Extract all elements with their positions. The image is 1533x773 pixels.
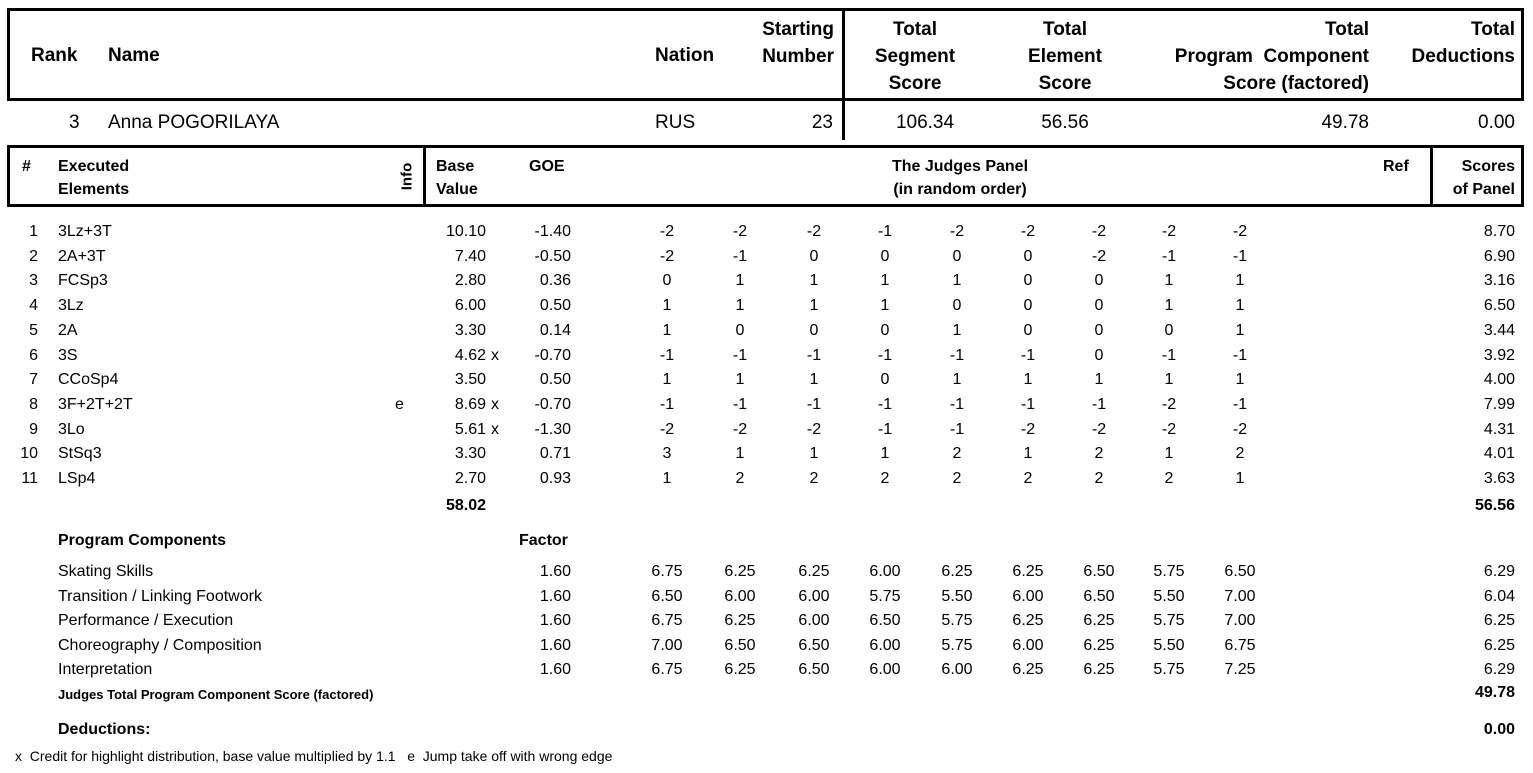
element-judge-score: -1	[949, 395, 965, 413]
element-judge-score: -2	[1020, 223, 1036, 240]
element-name: 3S	[58, 346, 78, 364]
element-judge-score: -1	[659, 346, 675, 364]
element-judge-score: 1	[952, 371, 962, 389]
element-judge-score: -1	[877, 420, 893, 438]
program-component-judge-score: 6.25	[724, 563, 756, 580]
element-num: 4	[29, 297, 38, 315]
element-row	[0, 344, 1533, 368]
element-judge-score: 1	[662, 470, 672, 487]
element-goe: -0.70	[534, 395, 571, 413]
element-panel-score: 6.50	[1483, 297, 1515, 315]
element-judge-score: -2	[949, 223, 965, 240]
element-judge-score: 0	[880, 321, 890, 339]
element-num: 6	[29, 346, 38, 364]
elements-header-ref: Ref	[1383, 158, 1409, 175]
element-judge-score: -1	[806, 346, 822, 364]
element-judge-score: -1	[949, 420, 965, 438]
element-panel-score: 4.31	[1483, 420, 1515, 438]
elements-header-executed: Executed Elements	[58, 158, 130, 198]
element-judge-score: -1	[732, 395, 748, 413]
program-component-row	[0, 658, 1533, 682]
element-name: 3Lz	[58, 297, 84, 315]
element-judge-score: -1	[806, 395, 822, 413]
element-row	[0, 418, 1533, 442]
element-judge-score: 1	[1023, 371, 1033, 389]
element-judge-score: 3	[662, 445, 672, 463]
program-component-judge-score: 6.25	[1012, 612, 1044, 629]
program-component-score: 6.04	[1483, 587, 1515, 605]
header-total-pcs: Total Program Component Score (factored)	[1174, 19, 1369, 94]
program-component-judge-score: 6.00	[1012, 587, 1044, 605]
program-component-name: Choreography / Composition	[58, 636, 262, 654]
program-component-row	[0, 634, 1533, 658]
element-judge-score: 0	[1023, 272, 1033, 290]
element-judge-score: 1	[735, 297, 745, 315]
program-component-judge-score: 6.00	[869, 661, 901, 678]
element-goe: 0.93	[539, 470, 571, 487]
element-judge-score: -2	[1091, 223, 1107, 240]
program-component-judge-score: 6.25	[1083, 612, 1115, 629]
program-component-name: Transition / Linking Footwork	[58, 587, 262, 605]
program-component-judge-score: 7.00	[1224, 612, 1256, 629]
program-component-judge-score: 5.75	[1153, 563, 1185, 580]
program-component-name: Interpretation	[58, 661, 153, 678]
element-num: 2	[29, 247, 38, 265]
element-judge-score: 1	[1235, 272, 1245, 290]
element-judge-score: 2	[809, 470, 819, 487]
element-panel-score: 7.99	[1483, 395, 1515, 413]
element-judge-score: 1	[880, 445, 890, 463]
header-name: Name	[108, 45, 160, 66]
element-judge-score: 1	[809, 445, 819, 463]
element-judge-score: 0	[1094, 297, 1104, 315]
element-judge-score: -2	[659, 247, 675, 265]
element-judge-score: -1	[1020, 346, 1036, 364]
element-base-value: 8.69	[454, 395, 486, 413]
element-judge-score: 0	[735, 321, 745, 339]
element-num: 10	[20, 445, 38, 463]
element-judge-score: -1	[877, 223, 893, 240]
element-base-value: 7.40	[454, 247, 486, 265]
element-base-value: 2.80	[454, 272, 486, 290]
element-name: 3Lz+3T	[58, 223, 112, 240]
element-judge-score: -2	[1161, 395, 1177, 413]
element-x-marker: x	[491, 395, 499, 413]
element-base-value: 4.62	[454, 346, 486, 364]
element-judge-score: 2	[1023, 470, 1033, 487]
element-goe: -0.50	[534, 247, 571, 265]
elements-header-divider-info	[423, 145, 426, 207]
header-divider	[842, 8, 845, 140]
program-component-judge-score: 6.25	[724, 612, 756, 629]
element-judge-score: 1	[952, 321, 962, 339]
program-component-score: 6.25	[1483, 612, 1515, 629]
program-component-score: 6.29	[1483, 661, 1515, 678]
element-judge-score: -1	[1161, 346, 1177, 364]
program-component-score: 6.25	[1483, 636, 1515, 654]
element-judge-score: 0	[809, 321, 819, 339]
footnote: x Credit for highlight distribution, base value multiplied by 1.1 e Jump take off with wrong edge	[15, 748, 613, 764]
element-judge-score: 0	[1023, 321, 1033, 339]
element-row	[0, 467, 1533, 491]
program-component-judge-score: 6.50	[1224, 563, 1256, 580]
element-row	[0, 368, 1533, 392]
program-component-judge-score: 5.75	[1153, 612, 1185, 629]
program-component-judge-score: 6.00	[798, 612, 830, 629]
element-goe: -1.40	[534, 223, 571, 240]
program-component-name: Skating Skills	[58, 563, 154, 580]
program-component-judge-score: 6.00	[941, 661, 973, 678]
element-judge-score: 0	[1094, 321, 1104, 339]
element-num: 8	[29, 395, 38, 413]
program-component-judge-score: 6.75	[651, 612, 683, 629]
element-base-value: 5.61	[454, 420, 486, 438]
element-num: 11	[21, 470, 38, 487]
element-name: StSq3	[58, 445, 102, 463]
header-starting-number: Starting Number	[762, 19, 834, 67]
program-component-judge-score: 5.75	[1153, 661, 1185, 678]
element-judge-score: -2	[1232, 223, 1248, 240]
element-judge-score: -2	[1020, 420, 1036, 438]
element-judge-score: 0	[662, 272, 672, 290]
element-judge-score: -2	[1161, 420, 1177, 438]
element-judge-score: 1	[735, 445, 745, 463]
element-base-value: 3.30	[454, 445, 486, 463]
element-judge-score: 1	[662, 371, 672, 389]
element-name: 3F+2T+2T	[58, 395, 133, 413]
element-panel-score: 3.16	[1483, 272, 1515, 290]
element-name: CCoSp4	[58, 371, 119, 389]
element-judge-score: -2	[1091, 420, 1107, 438]
program-component-judge-score: 7.00	[651, 636, 683, 654]
program-component-factor: 1.60	[539, 661, 571, 678]
element-name: 3Lo	[58, 420, 85, 438]
element-panel-score: 3.92	[1483, 346, 1515, 364]
element-judge-score: -2	[806, 420, 822, 438]
element-judge-score: 2	[1094, 470, 1104, 487]
element-panel-score: 8.70	[1483, 223, 1515, 240]
header-rank: Rank	[31, 45, 78, 66]
element-base-value: 6.00	[454, 297, 486, 315]
element-panel-score: 3.63	[1483, 470, 1515, 487]
element-judge-score: -1	[1161, 247, 1177, 265]
element-name: FCSp3	[58, 272, 108, 290]
program-component-judge-score: 5.50	[1153, 636, 1185, 654]
elements-header-base-value: Base Value	[436, 158, 478, 198]
program-component-judge-score: 5.50	[941, 587, 973, 605]
skater-total-pcs: 49.78	[1321, 112, 1369, 133]
deductions-label: Deductions:	[58, 721, 151, 738]
element-judge-score: -1	[1091, 395, 1107, 413]
program-component-judge-score: 6.25	[1083, 636, 1115, 654]
program-component-row	[0, 560, 1533, 584]
element-judge-score: 1	[809, 297, 819, 315]
element-judge-score: 2	[952, 470, 962, 487]
element-num: 7	[29, 371, 38, 389]
pcs-total-label: Judges Total Program Component Score (factored)	[58, 687, 374, 702]
element-judge-score: 1	[662, 321, 672, 339]
element-info: e	[395, 395, 404, 413]
element-row	[0, 245, 1533, 269]
element-judge-score: 1	[952, 272, 962, 290]
element-judge-score: -1	[1020, 395, 1036, 413]
element-judge-score: -2	[659, 420, 675, 438]
element-judge-score: -2	[732, 223, 748, 240]
header-total-segment-score: Total Segment Score	[874, 19, 956, 94]
element-judge-score: 1	[1235, 321, 1245, 339]
program-component-judge-score: 6.25	[1012, 661, 1044, 678]
element-judge-score: 1	[880, 297, 890, 315]
element-judge-score: 0	[1023, 297, 1033, 315]
element-panel-score: 4.01	[1483, 445, 1515, 463]
element-judge-score: 0	[952, 247, 962, 265]
program-component-judge-score: 6.00	[724, 587, 756, 605]
element-judge-score: 2	[880, 470, 890, 487]
program-component-judge-score: 6.25	[724, 661, 756, 678]
element-judge-score: -1	[659, 395, 675, 413]
element-name: 2A+3T	[58, 247, 106, 265]
element-base-value: 3.30	[454, 321, 486, 339]
program-component-judge-score: 6.50	[651, 587, 683, 605]
program-component-judge-score: 5.75	[941, 636, 973, 654]
program-component-judge-score: 5.75	[869, 587, 901, 605]
element-judge-score: -2	[659, 223, 675, 240]
element-judge-score: 2	[952, 445, 962, 463]
elements-header-info: Info	[398, 162, 416, 191]
element-judge-score: 2	[1164, 470, 1174, 487]
element-judge-score: 1	[1235, 297, 1245, 315]
element-judge-score: -1	[1232, 395, 1248, 413]
header-total-element-score: Total Element Score	[1028, 19, 1102, 94]
program-component-judge-score: 6.00	[1012, 636, 1044, 654]
program-component-judge-score: 6.50	[869, 612, 901, 629]
program-component-factor: 1.60	[539, 563, 571, 580]
element-judge-score: -1	[732, 346, 748, 364]
element-judge-score: -1	[877, 395, 893, 413]
program-component-judge-score: 7.00	[1224, 587, 1256, 605]
element-judge-score: 1	[809, 371, 819, 389]
program-component-judge-score: 6.00	[798, 587, 830, 605]
header-nation: Nation	[655, 45, 715, 66]
program-component-judge-score: 6.50	[724, 636, 756, 654]
element-goe: -0.70	[534, 346, 571, 364]
element-goe: 0.50	[539, 371, 571, 389]
element-judge-score: 1	[662, 297, 672, 315]
element-row	[0, 442, 1533, 466]
element-judge-score: -1	[732, 247, 748, 265]
element-goe: 0.71	[539, 445, 571, 463]
program-component-judge-score: 5.50	[1153, 587, 1185, 605]
program-component-judge-score: 6.75	[1224, 636, 1256, 654]
program-component-judge-score: 6.75	[651, 563, 683, 580]
element-judge-score: 1	[880, 272, 890, 290]
program-component-judge-score: 6.50	[798, 661, 830, 678]
element-row	[0, 269, 1533, 293]
elements-total-base: 58.02	[445, 497, 486, 514]
element-judge-score: -2	[1091, 247, 1107, 265]
element-judge-score: 1	[1235, 371, 1245, 389]
element-row	[0, 294, 1533, 318]
element-judge-score: 1	[1164, 445, 1174, 463]
element-num: 9	[29, 420, 38, 438]
element-judge-score: 0	[880, 371, 890, 389]
skater-rank: 3	[69, 112, 80, 133]
element-judge-score: -2	[732, 420, 748, 438]
elements-total-score: 56.56	[1474, 497, 1515, 514]
program-component-row	[0, 609, 1533, 633]
skater-total-segment-score: 106.34	[895, 112, 955, 133]
element-judge-score: 0	[1164, 321, 1174, 339]
element-name: 2A	[58, 321, 78, 339]
element-judge-score: -2	[1161, 223, 1177, 240]
elements-header-num: #	[22, 158, 31, 175]
element-judge-score: -1	[1232, 346, 1248, 364]
element-judge-score: 1	[735, 272, 745, 290]
element-judge-score: 0	[1094, 346, 1104, 364]
element-x-marker: x	[491, 420, 499, 438]
program-component-judge-score: 6.75	[651, 661, 683, 678]
element-row	[0, 319, 1533, 343]
header-total-deductions: Total Deductions	[1411, 19, 1515, 67]
element-judge-score: 1	[1023, 445, 1033, 463]
element-panel-score: 6.90	[1483, 247, 1515, 265]
element-goe: -1.30	[534, 420, 571, 438]
element-judge-score: 0	[1023, 247, 1033, 265]
element-judge-score: -1	[1232, 247, 1248, 265]
element-base-value: 10.10	[445, 223, 486, 240]
pcs-total-value: 49.78	[1474, 684, 1515, 701]
element-base-value: 3.50	[454, 371, 486, 389]
skater-starting-number: 23	[811, 112, 833, 133]
element-panel-score: 3.44	[1483, 321, 1515, 339]
element-name: LSp4	[58, 470, 96, 487]
element-judge-score: 1	[735, 371, 745, 389]
element-judge-score: 2	[1094, 445, 1104, 463]
program-component-judge-score: 6.50	[1083, 587, 1115, 605]
program-component-score: 6.29	[1483, 563, 1515, 580]
program-component-judge-score: 6.00	[869, 636, 901, 654]
program-component-factor: 1.60	[539, 587, 571, 605]
skater-name: Anna POGORILAYA	[108, 112, 280, 133]
element-row	[0, 220, 1533, 244]
element-x-marker: x	[491, 346, 499, 364]
element-judge-score: -1	[877, 346, 893, 364]
element-judge-score: 1	[1164, 371, 1174, 389]
program-component-judge-score: 6.25	[798, 563, 830, 580]
element-num: 1	[29, 223, 38, 240]
program-component-judge-score: 6.25	[941, 563, 973, 580]
program-component-judge-score: 6.50	[1083, 563, 1115, 580]
element-judge-score: 0	[952, 297, 962, 315]
elements-header-divider-scores	[1430, 145, 1433, 207]
program-component-row	[0, 585, 1533, 609]
program-component-name: Performance / Execution	[58, 612, 234, 629]
skater-total-deductions: 0.00	[1478, 112, 1515, 133]
program-components-factor-label: Factor	[519, 532, 568, 549]
program-component-judge-score: 6.50	[798, 636, 830, 654]
skater-total-element-score: 56.56	[1041, 112, 1089, 133]
element-judge-score: -2	[806, 223, 822, 240]
element-num: 5	[29, 321, 38, 339]
element-judge-score: 2	[735, 470, 745, 487]
element-goe: 0.36	[539, 272, 571, 290]
elements-header-goe: GOE	[529, 158, 565, 175]
element-row	[0, 393, 1533, 417]
program-component-judge-score: 6.25	[1083, 661, 1115, 678]
element-judge-score: 1	[809, 272, 819, 290]
element-judge-score: -2	[1232, 420, 1248, 438]
element-judge-score: 1	[1164, 272, 1174, 290]
element-judge-score: 0	[809, 247, 819, 265]
element-judge-score: 0	[880, 247, 890, 265]
program-component-factor: 1.60	[539, 636, 571, 654]
element-goe: 0.14	[539, 321, 571, 339]
skater-nation: RUS	[655, 112, 696, 133]
element-num: 3	[29, 272, 38, 290]
program-component-judge-score: 6.00	[869, 563, 901, 580]
element-goe: 0.50	[539, 297, 571, 315]
element-judge-score: 1	[1235, 470, 1245, 487]
elements-header-judges-panel: The Judges Panel (in random order)	[891, 158, 1029, 198]
element-judge-score: 1	[1164, 297, 1174, 315]
program-components-title: Program Components	[58, 532, 227, 549]
element-judge-score: 0	[1094, 272, 1104, 290]
program-component-judge-score: 5.75	[941, 612, 973, 629]
elements-header-scores-of-panel: Scores of Panel	[1452, 158, 1515, 198]
element-judge-score: 1	[1094, 371, 1104, 389]
element-judge-score: -1	[949, 346, 965, 364]
deductions-value: 0.00	[1483, 721, 1515, 738]
elements-header-box	[7, 145, 1524, 207]
element-base-value: 2.70	[454, 470, 486, 487]
program-component-judge-score: 6.25	[1012, 563, 1044, 580]
element-panel-score: 4.00	[1483, 371, 1515, 389]
element-judge-score: 2	[1235, 445, 1245, 463]
program-component-judge-score: 7.25	[1224, 661, 1256, 678]
program-component-factor: 1.60	[539, 612, 571, 629]
